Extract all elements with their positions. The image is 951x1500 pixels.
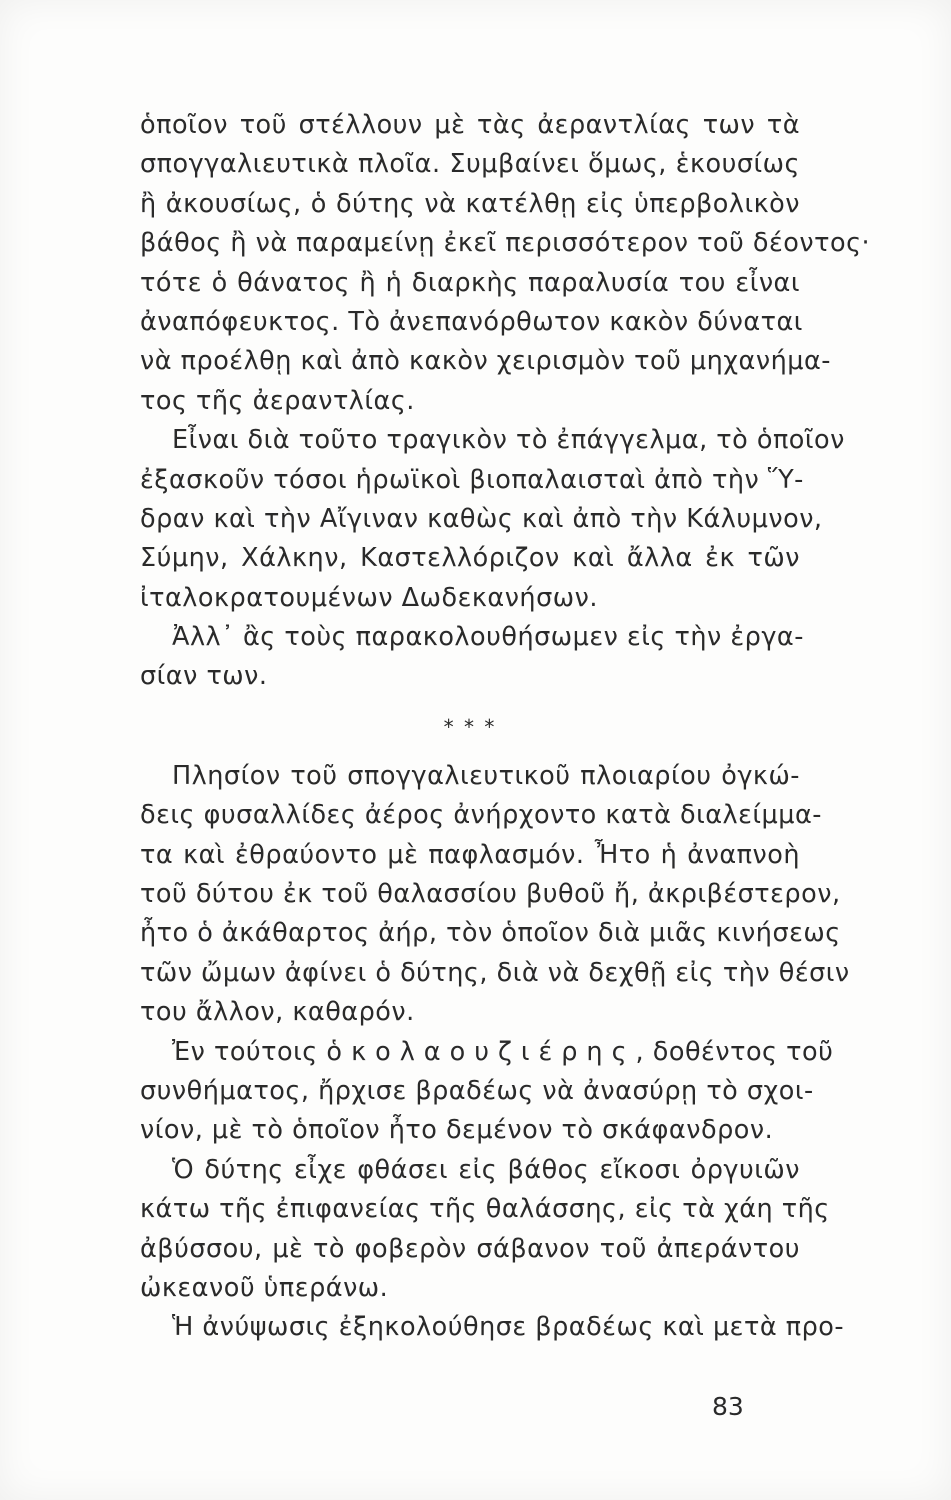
paragraph bbox=[140, 421, 845, 618]
text-line: τῶν ὤμων ἀφίνει ὁ δύτης, διὰ νὰ δεχθῇ εἰς τὴν θέσιν bbox=[140, 957, 850, 988]
paragraph bbox=[140, 1308, 845, 1347]
text-line: Πλησίον τοῦ σπογγαλιευτικοῦ πλοιαρίου ὀγκώ- bbox=[172, 760, 800, 791]
paragraph bbox=[140, 757, 850, 1033]
text-line: Εἶναι διὰ τοῦτο τραγικὸν τὸ ἐπάγγελμα, τὸ ὁποῖον bbox=[172, 425, 845, 456]
emphasized-word: κολαουζιέρης bbox=[351, 1036, 636, 1067]
paragraph bbox=[140, 1033, 834, 1151]
text-fragment: Ἐν τούτοις ὁ bbox=[172, 1036, 352, 1067]
text-line: ἰταλοκρατουμένων Δωδεκανήσων. bbox=[140, 582, 598, 613]
text-line bbox=[140, 1033, 834, 1072]
text-line: ὠκεανοῦ ὑπεράνω. bbox=[140, 1272, 389, 1303]
text-line: του ἄλλον, καθαρόν. bbox=[140, 997, 415, 1028]
text-line: ἦτο ὁ ἀκάθαρτος ἀήρ, τὸν ὁποῖον διὰ μιᾶς κινήσεως bbox=[140, 918, 841, 949]
text-line: Ὁ δύτης εἶχε φθάσει εἰς βάθος εἴκοσι ὀργυιῶν bbox=[172, 1154, 800, 1185]
text-line: δεις φυσαλλίδες ἀέρος ἀνήρχοντο κατὰ διαλείμμα- bbox=[140, 800, 822, 831]
paragraph bbox=[140, 618, 804, 697]
paragraph bbox=[140, 1151, 830, 1309]
text-line: νίον, μὲ τὸ ὁποῖον ἦτο δεμένον τὸ σκάφανδρον. bbox=[140, 1115, 774, 1146]
text-line: δραν καὶ τὴν Αἴγιναν καθὼς καὶ ἀπὸ τὴν Κάλυμνον, bbox=[140, 503, 823, 534]
text-line: σπογγαλιευτικὰ πλοῖα. Συμβαίνει ὅμως, ἑκουσίως bbox=[140, 149, 800, 180]
section-break-asterism: * * * bbox=[443, 714, 497, 739]
text-line: ὁποῖον τοῦ στέλλουν μὲ τὰς ἀεραντλίας των τὰ bbox=[140, 110, 800, 140]
text-line: ἀβύσσου, μὲ τὸ φοβερὸν σάβανον τοῦ ἀπεράντου bbox=[140, 1233, 800, 1264]
text-line: νὰ προέλθῃ καὶ ἀπὸ κακὸν χειρισμὸν τοῦ μηχανήμα- bbox=[140, 346, 831, 377]
text-line: Ἀλλ᾽ ἂς τοὺς παρακολουθήσωμεν εἰς τὴν ἐργα- bbox=[172, 622, 804, 653]
text-line: ἢ ἀκουσίως, ὁ δύτης νὰ κατέλθῃ εἰς ὑπερβολικὸν bbox=[140, 188, 800, 219]
text-line: τότε ὁ θάνατος ἢ ἡ διαρκὴς παραλυσία του εἶναι bbox=[140, 267, 800, 298]
text-fragment: , δοθέντος τοῦ bbox=[635, 1036, 834, 1067]
text-line: Σύμην, Χάλκην, Καστελλόριζον καὶ ἄλλα ἐκ τῶν bbox=[140, 543, 800, 574]
text-line: τοῦ δύτου ἐκ τοῦ θαλασσίου βυθοῦ ἤ, ἀκριβέστερον, bbox=[140, 879, 841, 910]
text-line: συνθήματος, ἤρχισε βραδέως νὰ ἀνασύρῃ τὸ σχοι- bbox=[140, 1075, 814, 1106]
text-line: Ἡ ἀνύψωσις ἐξηκολούθησε βραδέως καὶ μετὰ προ- bbox=[172, 1312, 845, 1343]
text-line: τα καὶ ἐθραύοντο μὲ παφλασμόν. Ἦτο ἡ ἀναπνοὴ bbox=[140, 839, 800, 870]
text-line: βάθος ἢ νὰ παραμείνῃ ἐκεῖ περισσότερον τοῦ δέοντος· bbox=[140, 228, 871, 259]
text-line: ἀναπόφευκτος. Τὸ ἀνεπανόρθωτον κακὸν δύναται bbox=[140, 306, 803, 337]
page-number: 83 bbox=[712, 1392, 744, 1421]
paragraph bbox=[140, 106, 871, 421]
text-line: τος τῆς ἀεραντλίας. bbox=[140, 385, 415, 416]
text-line: ἐξασκοῦν τόσοι ἡρωϊκοὶ βιοπαλαισταὶ ἀπὸ τὴν Ὕ- bbox=[140, 464, 804, 495]
body-text bbox=[140, 106, 871, 1348]
text-line: κάτω τῆς ἐπιφανείας τῆς θαλάσσης, εἰς τὰ χάη τῆς bbox=[140, 1194, 830, 1225]
text-line: σίαν των. bbox=[140, 661, 268, 692]
